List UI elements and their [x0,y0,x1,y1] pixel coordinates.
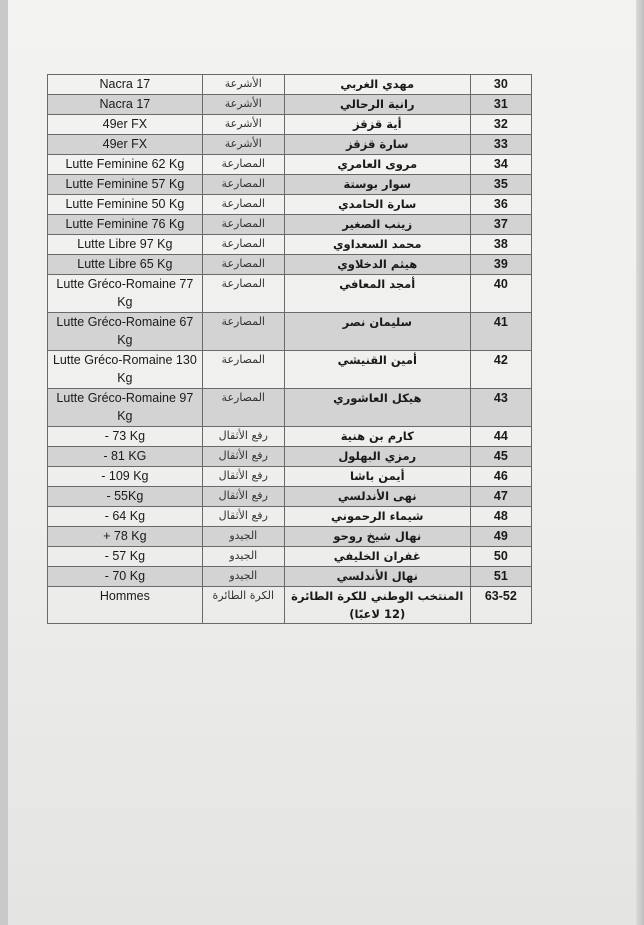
sport-cell: الأشرعة [202,135,284,155]
athlete-name-cell: رمزي البهلول [284,447,470,467]
event-cell: - 70 Kg [48,567,203,587]
table-row [48,427,532,447]
row-number-cell: 44 [470,427,531,447]
athlete-name-cell: نهال الأندلسي [284,567,470,587]
sport-cell: المصارعة [202,195,284,215]
event-cell: Lutte Libre 65 Kg [48,255,203,275]
athlete-name-cell: رانية الرحالي [284,95,470,115]
athlete-name-cell: محمد السعداوي [284,235,470,255]
row-number-cell: 51 [470,567,531,587]
table-row [48,215,532,235]
athlete-name-cell: كارم بن هنية [284,427,470,447]
table-row [48,235,532,255]
athlete-name-cell: المنتخب الوطني للكرة الطائرة (12 لاعبًا) [284,587,470,624]
athlete-name-cell: هيثم الدخلاوي [284,255,470,275]
event-cell: Lutte Gréco-Romaine 77 Kg [48,275,203,313]
event-cell: 49er FX [48,135,203,155]
sport-cell: رفع الأثقال [202,507,284,527]
table-row [48,195,532,215]
sport-cell: المصارعة [202,389,284,427]
row-number-cell: 41 [470,313,531,351]
event-cell: - 57 Kg [48,547,203,567]
event-cell: Lutte Gréco-Romaine 97 Kg [48,389,203,427]
event-cell: Lutte Feminine 76 Kg [48,215,203,235]
row-number-cell: 39 [470,255,531,275]
sport-cell: الجيدو [202,547,284,567]
table-row [48,487,532,507]
athletes-table-body [48,75,532,624]
row-number-cell: 47 [470,487,531,507]
row-number-cell: 49 [470,527,531,547]
sport-cell: المصارعة [202,215,284,235]
row-number-cell: 35 [470,175,531,195]
table-row [48,313,532,351]
athlete-name-cell: أيمن باشا [284,467,470,487]
table-row [48,255,532,275]
row-number-cell: 46 [470,467,531,487]
event-cell: - 73 Kg [48,427,203,447]
event-cell: Lutte Gréco-Romaine 130 Kg [48,351,203,389]
athlete-name-cell: غفران الخليفي [284,547,470,567]
sport-cell: رفع الأثقال [202,427,284,447]
event-cell: Lutte Feminine 50 Kg [48,195,203,215]
athlete-name-cell: مروى العامري [284,155,470,175]
athlete-name-cell: أية قزقز [284,115,470,135]
table-row [48,95,532,115]
row-number-cell: 37 [470,215,531,235]
sport-cell: المصارعة [202,175,284,195]
sport-cell: الأشرعة [202,115,284,135]
athlete-name-cell: شيماء الرحموني [284,507,470,527]
event-cell: Lutte Gréco-Romaine 67 Kg [48,313,203,351]
row-number-cell: 36 [470,195,531,215]
table-row [48,547,532,567]
sport-cell: المصارعة [202,235,284,255]
sport-cell: المصارعة [202,275,284,313]
event-cell: - 81 KG [48,447,203,467]
row-number-cell: 30 [470,75,531,95]
sport-cell: الأشرعة [202,95,284,115]
table-row [48,507,532,527]
table-row [48,175,532,195]
event-cell: Nacra 17 [48,95,203,115]
table-row [48,75,532,95]
event-cell: Lutte Feminine 57 Kg [48,175,203,195]
sport-cell: رفع الأثقال [202,487,284,507]
table-row [48,467,532,487]
event-cell: Lutte Feminine 62 Kg [48,155,203,175]
sport-cell: المصارعة [202,255,284,275]
row-number-cell: 32 [470,115,531,135]
table-row [48,587,532,624]
sport-cell: المصارعة [202,351,284,389]
table-row [48,115,532,135]
event-cell: - 109 Kg [48,467,203,487]
sport-cell: المصارعة [202,155,284,175]
sport-cell: الكرة الطائرة [202,587,284,624]
event-cell: - 55Kg [48,487,203,507]
athlete-name-cell: نهال شيخ روحو [284,527,470,547]
page-edge-shadow [636,0,644,925]
event-cell: Lutte Libre 97 Kg [48,235,203,255]
row-number-cell: 48 [470,507,531,527]
table-row [48,447,532,467]
row-number-cell: 50 [470,547,531,567]
table-row [48,275,532,313]
sport-cell: المصارعة [202,313,284,351]
athlete-name-cell: هيكل العاشوري [284,389,470,427]
athlete-name-cell: سارة الحامدي [284,195,470,215]
athlete-name-cell: سوار بوستة [284,175,470,195]
event-cell: Hommes [48,587,203,624]
event-cell: 49er FX [48,115,203,135]
athlete-name-cell: زينب الصغير [284,215,470,235]
row-number-cell: 43 [470,389,531,427]
row-number-cell: 45 [470,447,531,467]
row-number-cell: 31 [470,95,531,115]
event-cell: - 64 Kg [48,507,203,527]
row-number-cell: 38 [470,235,531,255]
sport-cell: الأشرعة [202,75,284,95]
table-row [48,135,532,155]
athlete-name-cell: أمجد المعافي [284,275,470,313]
event-cell: + 78 Kg [48,527,203,547]
row-number-cell: 34 [470,155,531,175]
event-cell: Nacra 17 [48,75,203,95]
row-number-cell: 40 [470,275,531,313]
sport-cell: الجيدو [202,527,284,547]
table-row [48,155,532,175]
athletes-table [47,74,532,624]
table-row [48,527,532,547]
sport-cell: رفع الأثقال [202,467,284,487]
athlete-name-cell: مهدي الغربي [284,75,470,95]
athlete-name-cell: أمين القنيشي [284,351,470,389]
sport-cell: رفع الأثقال [202,447,284,467]
table-row [48,351,532,389]
athlete-name-cell: نهى الأندلسي [284,487,470,507]
table-row [48,389,532,427]
athlete-name-cell: سليمان نصر [284,313,470,351]
table-row [48,567,532,587]
sport-cell: الجيدو [202,567,284,587]
athlete-name-cell: سارة قزقز [284,135,470,155]
row-number-cell: 33 [470,135,531,155]
row-number-cell: 42 [470,351,531,389]
row-number-cell: 63-52 [470,587,531,624]
